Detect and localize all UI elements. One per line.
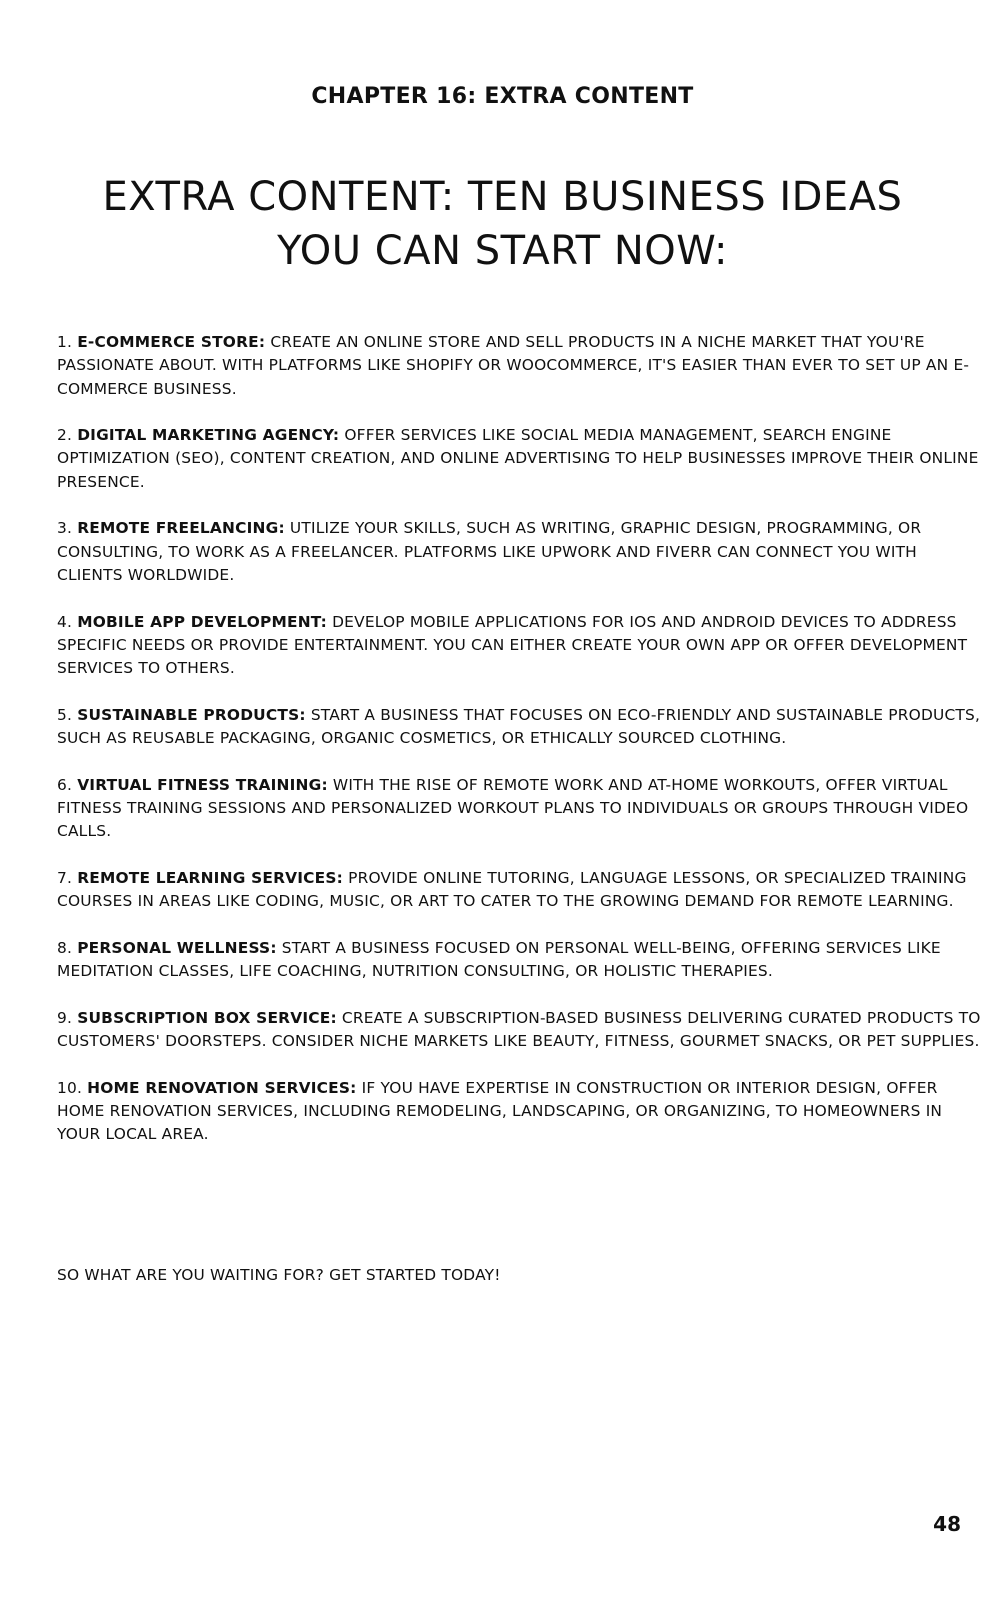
idea-text: PROVIDE ONLINE TUTORING, LANGUAGE LESSONS, OR SPECIALIZED TRAINING COURSES IN AREAS LIKE CODING, MUSIC, OR ART TO CATER TO THE GROWING DEMAND FOR REMOTE LEARNING.	[57, 868, 967, 911]
idea-text: DEVELOP MOBILE APPLICATIONS FOR IOS AND ANDROID DEVICES TO ADDRESS SPECIFIC NEEDS OR PROVIDE ENTERTAINMENT. YOU CAN EITHER CREATE YOUR OWN APP OR OFFER DEVELOPMENT SERVICES TO OTHERS.	[57, 612, 968, 678]
idea-text: START A BUSINESS THAT FOCUSES ON ECO-FRIENDLY AND SUSTAINABLE PRODUCTS, SUCH AS REUSABLE PACKAGING, ORGANIC COSMETICS, OR ETHICALLY SOURCED CLOTHING.	[57, 705, 981, 748]
idea-title: DIGITAL MARKETING AGENCY:	[77, 426, 340, 445]
idea-item	[57, 774, 982, 844]
idea-title: HOME RENOVATION SERVICES:	[87, 1078, 357, 1097]
idea-title: VIRTUAL FITNESS TRAINING:	[77, 775, 328, 794]
idea-number: 4.	[57, 612, 73, 631]
idea-item	[57, 937, 982, 984]
idea-title: REMOTE LEARNING SERVICES:	[77, 868, 344, 887]
idea-item	[57, 704, 982, 751]
idea-number: 3.	[57, 519, 73, 538]
idea-item	[57, 611, 982, 681]
idea-title: REMOTE FREELANCING:	[77, 519, 285, 538]
idea-item	[57, 424, 982, 494]
idea-item	[57, 1077, 982, 1147]
idea-title: SUSTAINABLE PRODUCTS:	[77, 705, 306, 724]
idea-number: 7.	[57, 868, 73, 887]
idea-text: CREATE A SUBSCRIPTION-BASED BUSINESS DELIVERING CURATED PRODUCTS TO CUSTOMERS' DOORSTEPS. CONSIDER NICHE MARKETS LIKE BEAUTY, FITNESS, GOURMET SNACKS, OR PET SUPPLIES.	[57, 1008, 981, 1050]
idea-item	[57, 517, 982, 587]
page-title-line-2: YOU CAN START NOW:	[277, 228, 728, 274]
idea-title: MOBILE APP DEVELOPMENT:	[77, 612, 328, 631]
idea-number: 8.	[57, 938, 73, 957]
idea-title: E-COMMERCE STORE:	[77, 333, 266, 351]
idea-text: UTILIZE YOUR SKILLS, SUCH AS WRITING, GRAPHIC DESIGN, PROGRAMMING, OR CONSULTING, TO WORK AS A FREELANCER. PLATFORMS LIKE UPWORK AND FIVERR CAN CONNECT YOU WITH CLIENTS WORLDWIDE.	[57, 519, 922, 584]
idea-number: 5.	[57, 705, 73, 724]
business-ideas-list	[57, 331, 982, 1170]
idea-number: 6.	[57, 775, 73, 794]
idea-item	[57, 867, 982, 914]
idea-number: 2.	[57, 426, 73, 445]
idea-item	[57, 331, 982, 401]
idea-item	[57, 1007, 982, 1054]
idea-text: WITH THE RISE OF REMOTE WORK AND AT-HOME WORKOUTS, OFFER VIRTUAL FITNESS TRAINING SESSIONS AND PERSONALIZED WORKOUT PLANS TO INDIVIDUALS OR GROUPS THROUGH VIDEO CALLS.	[57, 775, 969, 841]
idea-number: 1.	[57, 333, 73, 351]
idea-number: 10.	[57, 1078, 83, 1097]
idea-text: IF YOU HAVE EXPERTISE IN CONSTRUCTION OR INTERIOR DESIGN, OFFER HOME RENOVATION SERVICES, INCLUDING REMODELING, LANDSCAPING, OR ORGANIZING, TO HOMEOWNERS IN YOUR LOCAL AREA.	[57, 1078, 943, 1144]
closing-line: SO WHAT ARE YOU WAITING FOR? GET STARTED TODAY!	[57, 1266, 501, 1284]
idea-text: START A BUSINESS FOCUSED ON PERSONAL WELL-BEING, OFFERING SERVICES LIKE MEDITATION CLASSES, LIFE COACHING, NUTRITION CONSULTING, OR HOLISTIC THERAPIES.	[57, 938, 941, 981]
page-title	[40, 170, 965, 278]
idea-text: CREATE AN ONLINE STORE AND SELL PRODUCTS IN A NICHE MARKET THAT YOU'RE PASSIONATE ABOUT. WITH PLATFORMS LIKE SHOPIFY OR WOOCOMMERCE, IT'S EASIER THAN EVER TO SET UP AN E-COMMERCE BUSINESS.	[57, 333, 970, 398]
page-title-line-1: EXTRA CONTENT: TEN BUSINESS IDEAS	[102, 174, 903, 220]
idea-title: SUBSCRIPTION BOX SERVICE:	[77, 1008, 337, 1027]
idea-text: OFFER SERVICES LIKE SOCIAL MEDIA MANAGEMENT, SEARCH ENGINE OPTIMIZATION (SEO), CONTENT CREATION, AND ONLINE ADVERTISING TO HELP BUSINESSES IMPROVE THEIR ONLINE PRESENCE.	[57, 426, 979, 491]
idea-number: 9.	[57, 1008, 73, 1027]
idea-title: PERSONAL WELLNESS:	[77, 938, 277, 957]
page-number: 48	[933, 1512, 961, 1536]
chapter-heading: CHAPTER 16: EXTRA CONTENT	[311, 84, 694, 109]
